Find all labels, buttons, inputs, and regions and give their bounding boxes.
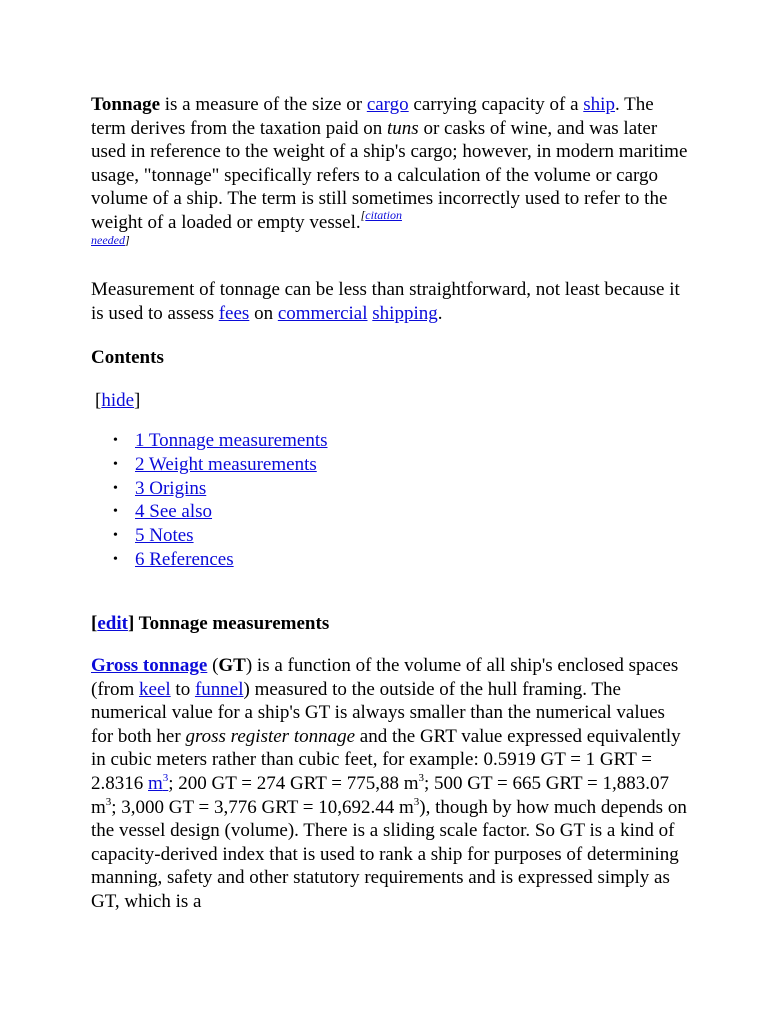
toc-link-weight-measurements[interactable]: 2 Weight measurements (135, 453, 317, 475)
toc-toggle (95, 389, 140, 412)
edit-bracket-open: [ (91, 613, 98, 634)
link-citation[interactable]: citation (365, 207, 402, 222)
section-title: Tonnage measurements (134, 613, 330, 634)
superscript-3: 3 (162, 771, 169, 784)
measurement-text-1: Measurement of tonnage can be less than straightforward, not least because it is used to assess (91, 279, 680, 324)
section-heading-tonnage-measurements (91, 612, 329, 635)
link-cubic-meter[interactable] (148, 773, 168, 794)
intro-text-3: . The term derives from the taxation paid on (91, 94, 654, 139)
link-commercial[interactable]: commercial (277, 302, 368, 324)
toc-hide-link[interactable]: hide (101, 390, 135, 411)
toc-item (91, 477, 328, 501)
intro-text-4: or casks of wine, and was later used in reference to the weight of a ship's cargo; however, in modern maritime usage, "tonnage" specifically refers to a calculation of the volume or cargo volume of a ship. The term is still sometimes incorrectly used to refer to the weight of a loaded or empty vessel. (91, 117, 688, 233)
toc-link-references[interactable]: 6 References (135, 548, 234, 570)
gross-text-8: ; 3,000 GT = 3,776 GRT = 10,692.44 m (111, 796, 414, 818)
term-tonnage: Tonnage (91, 94, 160, 115)
link-ship[interactable]: ship (583, 94, 615, 115)
toc-link-origins[interactable]: 3 Origins (135, 477, 207, 499)
gross-text-9: ), though by how much depends on the vessel design (volume). There is a sliding scale factor. So GT is a kind of capacity-derived index that is used to rank a ship for purposes of determining manning, safety and other statutory requirements and is expressed simply as GT, which is a (91, 796, 687, 912)
toc-item (91, 453, 328, 477)
measurement-text-2: on (249, 302, 278, 324)
gross-text-3: to (170, 678, 195, 700)
link-keel[interactable]: keel (139, 678, 171, 700)
link-citation-needed[interactable]: needed (91, 233, 125, 247)
bullet: • (113, 480, 118, 496)
citation-bracket-close: ] (124, 233, 130, 247)
link-funnel[interactable]: funnel (194, 678, 244, 700)
term-gross-register-tonnage: gross register tonnage (185, 725, 356, 747)
intro-text-2: carrying capacity of a (408, 94, 584, 115)
measurement-text-4: . (437, 302, 443, 324)
link-cargo[interactable]: cargo (366, 94, 409, 115)
toc-item (91, 524, 328, 548)
gross-text-7: ; 500 GT = 665 GRT = 1,883.07 m (91, 772, 669, 818)
link-fees[interactable]: fees (218, 302, 250, 324)
bullet: • (113, 456, 118, 472)
gross-text-6: ; 200 GT = 274 GRT = 775,88 m (168, 772, 419, 794)
superscript-3: 3 (105, 795, 112, 808)
table-of-contents (91, 429, 328, 572)
toc-item (91, 548, 328, 572)
toc-link-notes[interactable]: 5 Notes (135, 525, 194, 547)
bullet: • (113, 551, 118, 567)
gross-tonnage-paragraph (91, 654, 691, 914)
toc-item (91, 429, 328, 453)
toc-link-tonnage-measurements[interactable]: 1 Tonnage measurements (135, 430, 328, 451)
citation-bracket-open: [ (360, 207, 366, 222)
toc-bracket-close: ] (134, 390, 141, 411)
link-gross-tonnage[interactable]: Gross tonnage (91, 655, 208, 676)
bullet: • (113, 504, 118, 520)
citation-needed-continuation (91, 233, 130, 247)
bullet: • (113, 433, 118, 448)
gross-text-2: ) is a function of the volume of all ship's enclosed spaces (from (91, 655, 679, 700)
link-shipping[interactable]: shipping (372, 302, 438, 324)
intro-text-1: is a measure of the size or (160, 94, 367, 115)
measurement-paragraph (91, 278, 691, 325)
edit-bracket-close: ] (127, 613, 135, 634)
toc-link-see-also[interactable]: 4 See also (135, 501, 213, 523)
edit-link[interactable]: edit (97, 613, 128, 634)
intro-paragraph (91, 93, 691, 235)
gross-text-5: and the GRT value expressed equivalently in cubic meters rather than cubic feet, for example: 0.5919 GT = 1 GRT = 2.8316 (91, 725, 681, 794)
gross-text-4: ) measured to the outside of the hull framing. The numerical value for a ship's GT is always smaller than the numerical values for both her (91, 678, 665, 747)
superscript-3: 3 (413, 795, 420, 808)
bullet: • (113, 528, 118, 544)
citation-needed-open (361, 208, 402, 222)
term-gt: GT (218, 655, 246, 676)
cubic-meter-unit: m (148, 772, 163, 794)
superscript-3: 3 (418, 771, 425, 784)
term-tuns: tuns (387, 117, 419, 139)
toc-bracket-open: [ (95, 390, 102, 411)
toc-item (91, 500, 328, 524)
contents-heading: Contents (91, 347, 164, 368)
gross-text-1: ( (207, 655, 219, 676)
